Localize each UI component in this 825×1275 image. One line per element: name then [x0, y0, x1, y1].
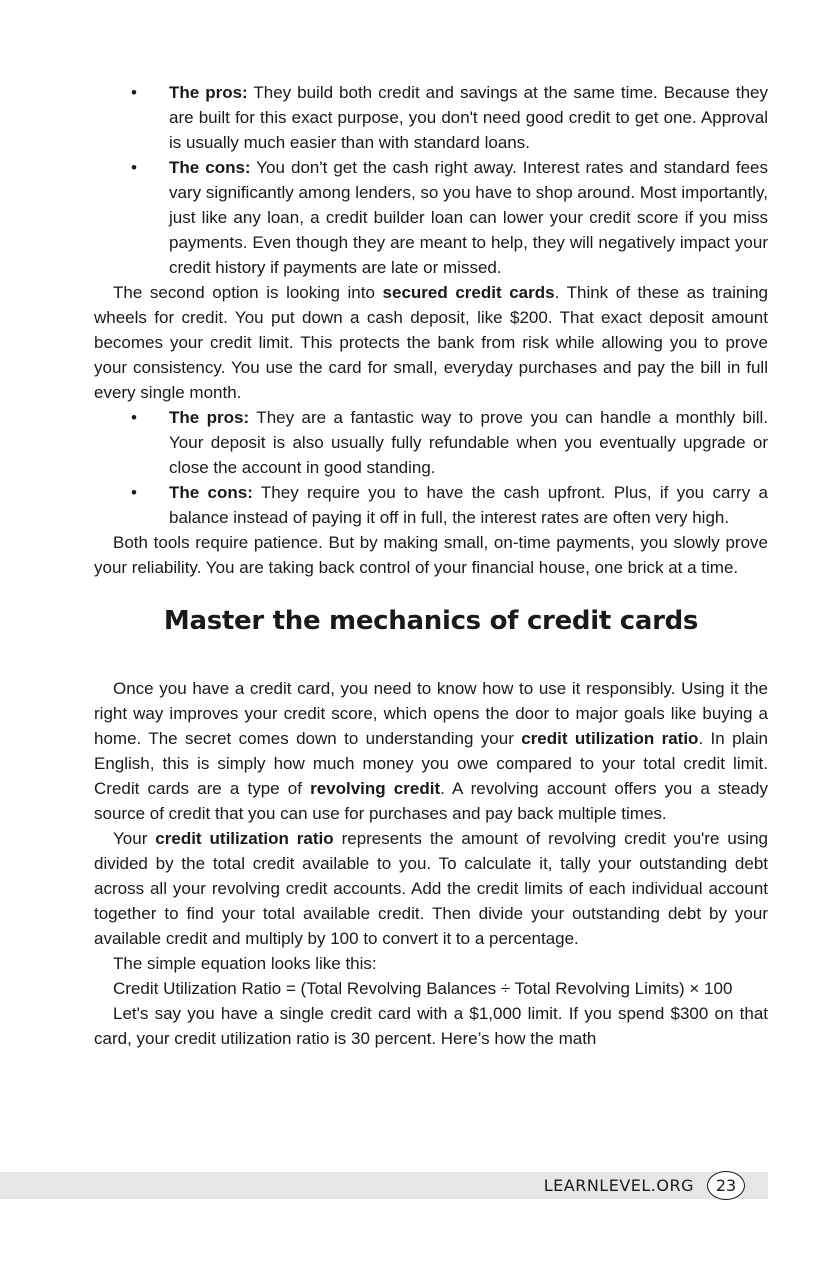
bullet-text: They require you to have the cash upfront. Plus, if you carry a balance instead of paying it off in full, the interest rates are often very high.: [169, 483, 768, 527]
bold-term: credit utilization ratio: [155, 829, 334, 848]
section-heading: Master the mechanics of credit cards: [163, 606, 699, 636]
bold-term: secured credit cards: [382, 283, 555, 302]
footer-site: LEARNLEVEL.ORG: [543, 1176, 694, 1195]
bullet-icon: •: [131, 83, 137, 102]
text: Your: [113, 829, 156, 848]
list-item: [94, 155, 768, 280]
page-content: [94, 80, 768, 1051]
bullet-text: They are a fantastic way to prove you can handle a monthly bill. Your deposit is also usually fully refundable when you eventually upgrade or close the account in good standing.: [169, 408, 768, 477]
paragraph-patience: Both tools require patience. But by making small, on-time payments, you slowly prove your reliability. You are taking back control of your financial house, one brick at a time.: [94, 533, 768, 577]
paragraph-utilization-definition: [94, 826, 768, 951]
bullet-icon: •: [131, 408, 137, 427]
text: . Think of these as training wheels for credit. You put down a cash deposit, like $200. That exact deposit amount becomes your credit limit. This protects the bank from risk while allowing you to prove your consistency. You use the card for small, everyday purchases and pay the bill in full every single month.: [94, 283, 769, 402]
bullet-label: The pros:: [169, 83, 248, 102]
equation: Credit Utilization Ratio = (Total Revolving Balances ÷ Total Revolving Limits) × 100: [113, 979, 733, 998]
bold-term: credit utilization ratio: [521, 729, 699, 748]
paragraph-equation-intro: The simple equation looks like this:: [113, 954, 377, 973]
bullet-list-credit-builder: [94, 80, 768, 280]
text: represents the amount of revolving credit you're using divided by the total credit available to you. To calculate it, tally your outstanding debt across all your revolving credit accounts. Add the credit limits of each individual account together to find your total available credit. Then divide your outstanding debt by your available credit and multiply by 100 to convert it to a percentage.: [94, 829, 768, 948]
bold-term: revolving credit: [310, 779, 441, 798]
list-item: [94, 480, 768, 530]
bullet-icon: •: [131, 158, 137, 177]
text: . In plain English, this is simply how much money you owe compared to your total credit limit. Credit cards are a type of: [94, 729, 769, 798]
bullet-label: The cons:: [169, 483, 253, 502]
text: . A revolving account offers you a steady source of credit that you can use for purchases and pay back multiple times.: [94, 779, 768, 823]
paragraph-utilization-intro: [94, 676, 768, 826]
paragraph-secured-cards: [94, 280, 768, 405]
page-number: 23: [707, 1171, 745, 1200]
list-item: [94, 405, 768, 480]
list-item: [94, 80, 768, 155]
bullet-label: The pros:: [169, 408, 250, 427]
bullet-icon: •: [131, 483, 137, 502]
bullet-list-secured-cards: [94, 405, 768, 530]
text: The second option is looking into: [113, 283, 383, 302]
bullet-text: You don't get the cash right away. Interest rates and standard fees vary significantly among lenders, so you have to shop around. Most importantly, just like any loan, a credit builder loan can lower your credit score if you miss payments. Even though they are meant to help, they will negatively impact your credit history if payments are late or missed.: [169, 158, 768, 277]
bullet-label: The cons:: [169, 158, 251, 177]
text: Once you have a credit card, you need to know how to use it responsibly. Using it the right way improves your credit score, which opens the door to major goals like buying a home. The secret comes down to understanding your: [94, 679, 768, 748]
bullet-text: They build both credit and savings at the same time. Because they are built for this exact purpose, you don't need good credit to get one. Approval is usually much easier than with standard loans.: [169, 83, 768, 152]
paragraph-example: Let's say you have a single credit card with a $1,000 limit. If you spend $300 on that card, your credit utilization ratio is 30 percent. Here’s how the math: [94, 1004, 768, 1048]
